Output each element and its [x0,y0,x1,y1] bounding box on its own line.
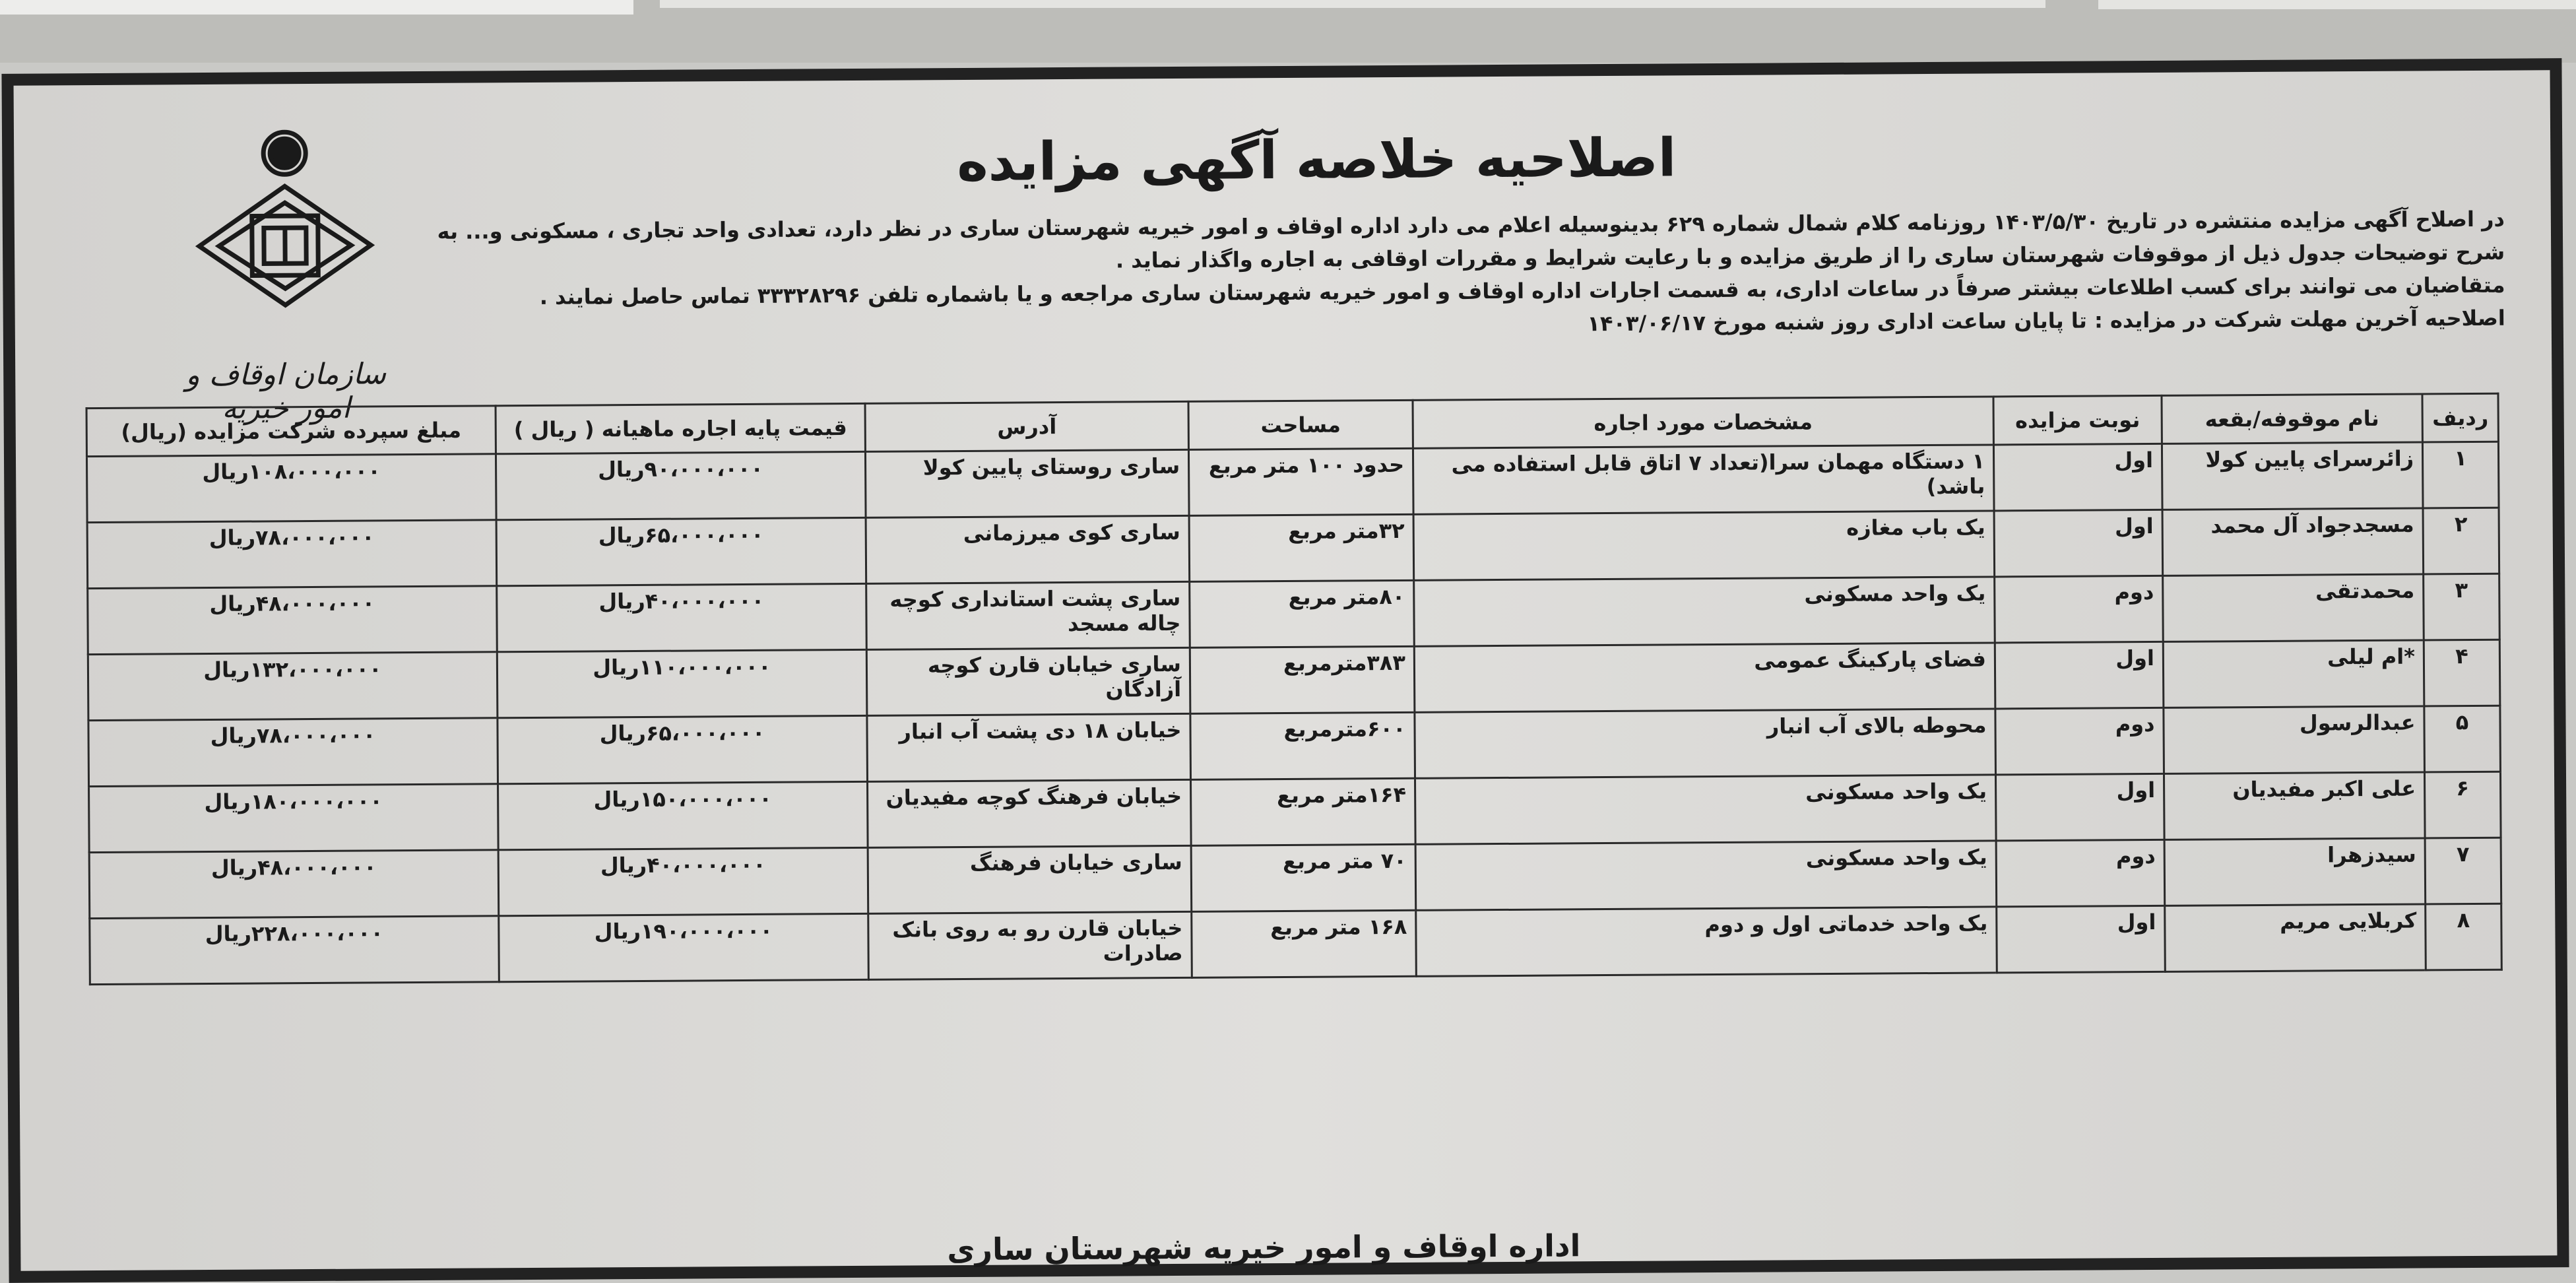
row-number: ۷ [2425,838,2501,904]
endowment-name: سیدزهرا [2164,838,2426,905]
address: ساری خیابان قارن کوچه آزادگان [866,647,1190,715]
row-number: ۲ [2423,508,2499,574]
table-row [90,904,2502,984]
header-endowment-name: نام موقوفه/بقعه [2162,394,2422,444]
lease-spec: ۱ دستگاه مهمان سرا(تعداد ۷ اتاق قابل استفاده می باشد) [1413,445,1994,514]
notice-border [1,58,2569,1283]
row-number: ۳ [2424,574,2500,640]
deposit: ۱۳۲،۰۰۰،۰۰۰ریال [88,652,498,721]
lease-spec: یک باب مغازه [1413,511,1995,580]
area: ۸۰متر مربع [1190,580,1415,647]
deposit: ۱۸۰،۰۰۰،۰۰۰ریال [89,784,499,853]
deposit: ۲۲۸،۰۰۰،۰۰۰ریال [90,916,499,985]
lease-spec: محوطه بالای آب انبار [1415,709,1996,778]
row-number: ۶ [2424,772,2501,838]
area: ۷۰ متر مربع [1191,844,1416,911]
auction-round: اول [1995,773,2164,841]
auction-round: اول [1995,642,2164,709]
header-address: آدرس [865,401,1188,451]
base-rent: ۶۵،۰۰۰،۰۰۰ریال [496,517,866,585]
endowment-name: کربلایی مریم [2165,904,2426,971]
auction-table [86,393,2503,985]
lease-spec: یک واحد خدماتی اول و دوم [1416,907,1997,976]
base-rent: ۹۰،۰۰۰،۰۰۰ریال [496,451,866,519]
deposit: ۱۰۸،۰۰۰،۰۰۰ریال [86,454,496,523]
area: حدود ۱۰۰ متر مربع [1188,448,1413,515]
header-lease-spec: مشخصات مورد اجاره [1413,397,1993,448]
adjacent-clipping [660,0,2045,8]
lease-spec: یک واحد مسکونی [1415,775,1997,844]
auction-round: اول [1993,444,2162,511]
notice-paper [14,70,2558,1270]
address: ساری خیابان فرهنگ [868,845,1192,913]
issuer-signature: اداره اوقاف و امور خیریه شهرستان ساری [934,1228,1594,1267]
base-rent: ۱۱۰،۰۰۰،۰۰۰ریال [497,649,867,717]
adjacent-clipping [2098,0,2576,9]
area: ۶۰۰مترمربع [1190,712,1415,779]
address: ساری روستای پایین کولا [865,449,1189,517]
deposit: ۴۸،۰۰۰،۰۰۰ریال [89,850,499,919]
area: ۳۸۳مترمربع [1190,646,1415,713]
endowment-name: علی اکبر مفیدیان [2164,772,2425,839]
row-number: ۸ [2426,904,2502,970]
auction-round: دوم [1996,839,2165,907]
endowment-emblem-icon [159,123,411,362]
address: خیابان ۱۸ دی پشت آب انبار [867,713,1191,781]
deposit: ۷۸،۰۰۰،۰۰۰ریال [87,520,497,589]
intro-paragraph: در اصلاح آگهی مزایده منتشره در تاریخ ۱۴۰۳/۵/۳۰ روزنامه کلام شمال شماره ۶۲۹ بدینوسیله اعلام می دارد اداره اوقاف و امور خیریه شهرستان ساری در نظر دارد، تعدادی واحد تجاری ، مسکونی و... به شرح توضیحات جدول ذیل از موقوفات شهرستان ساری را از طریق مزایده و با رعایت شرایط و مقررات اوقافی به اجاره واگذار نماید . [393,203,2505,282]
endowment-name: مسجدجواد آل محمد [2162,508,2424,576]
row-number: ۵ [2424,706,2501,772]
header-auction-round: نوبت مزایده [1993,395,2162,445]
adjacent-clipping [0,0,633,15]
notice-title: اصلاحیه خلاصه آگهی مزایده [821,126,1812,193]
lease-spec: فضای پارکینگ عمومی [1414,643,1995,712]
lease-spec: یک واحد مسکونی [1414,577,1995,646]
base-rent: ۶۵،۰۰۰،۰۰۰ریال [498,715,868,783]
endowment-name: *ام لیلی [2163,640,2424,707]
base-rent: ۴۰،۰۰۰،۰۰۰ریال [497,583,867,651]
row-number: ۴ [2424,640,2500,706]
area: ۱۶۴متر مربع [1191,778,1416,845]
header-area: مساحت [1188,400,1413,449]
notice-body [393,203,2505,348]
adjacent-newspaper-strip [0,0,2576,63]
row-number: ۱ [2422,442,2499,508]
area: ۱۶۸ متر مربع [1192,910,1417,977]
deadline-paragraph: اصلاحیه آخرین مهلت شرکت در مزایده : تا پایان ساعت اداری روز شنبه مورخ ۱۴۰۳/۰۶/۱۷ [394,302,2505,348]
address: ساری پشت استانداری کوچه چاله مسجد [866,581,1190,649]
base-rent: ۱۵۰،۰۰۰،۰۰۰ریال [498,781,868,849]
lease-spec: یک واحد مسکونی [1415,841,1997,910]
auction-round: اول [1994,510,2163,577]
address: خیابان قارن رو به روی بانک صادرات [868,911,1192,979]
address: خیابان فرهنگ کوچه مفیدیان [868,779,1192,847]
auction-round: دوم [1995,707,2164,775]
base-rent: ۴۰،۰۰۰،۰۰۰ریال [498,847,868,915]
logo-text: سازمان اوقاف و امور خیریه [167,357,405,426]
auction-round: اول [1997,905,2166,973]
header-deposit: مبلغ سپرده شرکت مزایده (ریال) [86,406,496,457]
contact-paragraph: متقاضیان می توانند برای کسب اطلاعات بیشتر صرفاً در ساعات اداری، به قسمت اجارات اداره اوقاف و امور خیریه شهرستان ساری مراجعه و یا باشماره تلفن ۳۳۳۲۸۲۹۶ تماس حاصل نمایند . [393,269,2505,315]
address: ساری کوی میرزمانی [866,515,1190,583]
base-rent: ۱۹۰،۰۰۰،۰۰۰ریال [499,913,869,981]
deposit: ۷۸،۰۰۰،۰۰۰ریال [88,718,498,787]
header-row-number: ردیف [2422,393,2498,442]
endowment-name: محمدتقی [2163,574,2424,642]
auction-round: دوم [1995,576,2164,643]
endowment-name: زائرسرای پایین کولا [2162,442,2423,510]
area: ۳۲متر مربع [1189,514,1414,581]
header-base-rent: قیمت پایه اجاره ماهیانه ( ریال ) [496,403,865,453]
deposit: ۴۸،۰۰۰،۰۰۰ریال [88,586,498,655]
organization-logo [159,123,412,434]
endowment-name: عبدالرسول [2164,706,2425,773]
